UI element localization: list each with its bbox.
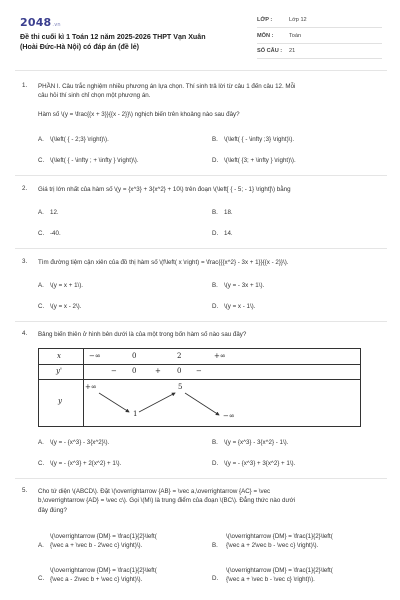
question-5-text: Cho tứ diện \(ABCD\). Đặt \(\overrightarrow {AB} = \vec a,\overrightarrow {AC} = \vec b,\overrightarrow {AD} = \vec c\). Gọi \(M\) là trung điểm của đoạn \(BC\). Đẳng thức nào dưới đây đúng? xyxy=(38,488,296,514)
question-1-prompt: Hàm số \(y = \frac{{x + 3}}{{x - 2}}\) nghịch biến trên khoảng nào sau đây? xyxy=(38,111,240,118)
question-divider xyxy=(15,478,387,479)
table-x-value: 0 xyxy=(132,352,137,360)
question-number: 1. xyxy=(22,82,28,89)
increasing-arrow xyxy=(139,393,175,412)
decreasing-arrow xyxy=(99,393,129,412)
q1-option-b[interactable]: B. \(\left( { - \infty ;3} \right)\). xyxy=(212,136,295,143)
variation-table xyxy=(38,348,361,427)
table-x-value: 2 xyxy=(177,352,182,360)
table-x-value: −∞ xyxy=(89,352,101,360)
q4-option-d[interactable]: D. \(y = - {x^3} + 3{x^2} + 1\). xyxy=(212,460,296,467)
q4-option-c[interactable]: C. \(y = - {x^3} + 2{x^2} + 1\). xyxy=(38,460,122,467)
question-1-text: PHẦN I. Câu trắc nghiệm nhiều phương án lựa chọn. Thí sinh trả lời từ câu 1 đến câu 12. Mỗi câu hỏi thí sinh chỉ chọn một phương án. xyxy=(38,83,296,100)
question-number: 4. xyxy=(22,330,28,337)
meta-class: LỚP : Lớp 12 xyxy=(257,17,307,23)
table-sign: − xyxy=(111,367,117,375)
q2-option-a[interactable]: A. 12. xyxy=(38,209,59,216)
q1-option-c[interactable]: C. \(\left( { - \infty ; + \infty } \right)\). xyxy=(38,157,139,164)
decreasing-arrow xyxy=(185,393,219,415)
header-divider xyxy=(15,70,387,71)
table-y-value: −∞ xyxy=(223,412,235,420)
question-divider xyxy=(15,175,387,176)
table-sign: + xyxy=(155,367,161,375)
q3-option-c[interactable]: C. \(y = x - 2\). xyxy=(38,303,82,310)
q3-option-d[interactable]: D. \(y = x - 1\). xyxy=(212,303,256,310)
question-number: 5. xyxy=(22,487,28,494)
q2-option-c[interactable]: C. -40. xyxy=(38,230,61,237)
q5-option-a[interactable]: \(\overrightarrow {DM} = \frac{1}{2}\left( {\vec a + \vec b - 2\vec c} \right)\). xyxy=(50,533,157,549)
meta-divider xyxy=(257,58,382,59)
q1-option-d[interactable]: D. \(\left( {3; + \infty } \right)\). xyxy=(212,157,296,164)
table-y-value: 5 xyxy=(178,383,183,391)
q5-option-d-label[interactable]: D. xyxy=(212,575,219,582)
q1-option-a[interactable]: A. \(\left( { - 2;3} \right)\). xyxy=(38,136,109,143)
question-divider xyxy=(15,248,387,249)
table-y-value: 1 xyxy=(133,410,138,418)
meta-divider xyxy=(257,43,382,44)
table-sign: − xyxy=(196,367,202,375)
meta-subject: MÔN : Toán xyxy=(257,33,302,39)
title-line-1: Đề thi cuối kì 1 Toán 12 năm 2025-2026 THPT Vạn Xuân xyxy=(20,33,206,41)
question-number: 3. xyxy=(22,258,28,265)
meta-divider xyxy=(257,27,382,28)
q5-option-c-label[interactable]: C. xyxy=(38,575,45,582)
q5-option-b[interactable]: \(\overrightarrow {DM} = \frac{1}{2}\left( {\vec a + 2\vec b - \vec c} \right)\). xyxy=(226,533,333,549)
page-title xyxy=(20,32,250,52)
q3-option-a[interactable]: A. \(y = x + 1\). xyxy=(38,282,84,289)
q3-option-b[interactable]: B. \(y = - 3x + 1\). xyxy=(212,282,265,289)
q2-option-b[interactable]: B. 18. xyxy=(212,209,233,216)
q4-option-b[interactable]: B. \(y = {x^3} - 3{x^2} - 1\). xyxy=(212,439,289,446)
q4-option-a[interactable]: A. \(y = - {x^3} - 3{x^2}\). xyxy=(38,439,110,446)
variation-arrows xyxy=(39,349,360,426)
q5-option-b-label[interactable]: B. xyxy=(212,542,218,549)
title-line-2: (Hoài Đức-Hà Nội) có đáp án (đề lẻ) xyxy=(20,43,140,51)
q2-option-d[interactable]: D. 14. xyxy=(212,230,233,237)
question-4-text: Bảng biến thiên ở hình bên dưới là của một trong bốn hàm số nào sau đây? xyxy=(38,331,247,338)
q5-option-d[interactable]: \(\overrightarrow {DM} = \frac{1}{2}\left( {\vec a + \vec b - \vec c} \right)\). xyxy=(226,567,333,583)
q5-option-c[interactable]: \(\overrightarrow {DM} = \frac{1}{2}\left( {\vec a - 2\vec b + \vec c} \right)\). xyxy=(50,567,157,583)
question-2-text: Giá trị lớn nhất của hàm số \(y = {x^3} + 3{x^2} + 10\) trên đoạn \(\left[ { - 5; - 1} \right]\) bằng xyxy=(38,186,291,193)
question-3-text: Tìm đường tiệm cận xiên của đồ thị hàm số \(f\left( x \right) = \frac{{{x^2} - 3x + 1}}{{x - 2}}\). xyxy=(38,259,289,266)
table-yprime-label: y' xyxy=(56,367,62,375)
table-y-value: +∞ xyxy=(85,383,97,391)
question-number: 2. xyxy=(22,185,28,192)
table-sign: 0 xyxy=(132,367,137,375)
table-y-label: y xyxy=(58,397,62,405)
meta-count: SỐ CÂU : 21 xyxy=(257,48,296,54)
table-sign: 0 xyxy=(177,367,182,375)
q5-option-a-label[interactable]: A. xyxy=(38,542,44,549)
table-x-label: x xyxy=(57,352,61,360)
question-divider xyxy=(15,321,387,322)
table-x-value: +∞ xyxy=(214,352,226,360)
brand-logo[interactable]: 2048.vn xyxy=(20,16,61,29)
